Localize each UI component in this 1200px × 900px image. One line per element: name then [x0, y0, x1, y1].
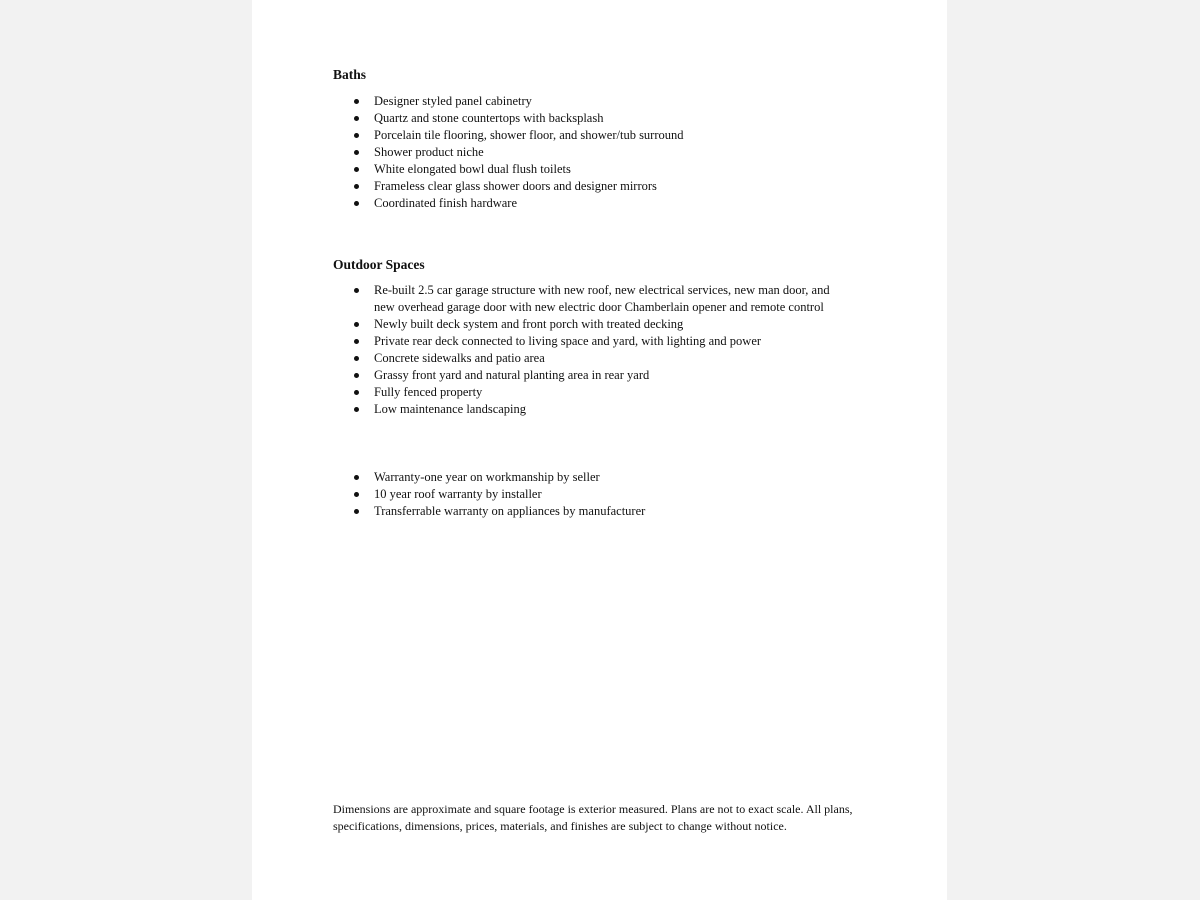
bullet-icon	[354, 407, 359, 412]
list-item: Quartz and stone countertops with backsplash	[333, 110, 853, 127]
list-item: Fully fenced property	[333, 384, 853, 401]
list-item: Newly built deck system and front porch with treated decking	[333, 316, 853, 333]
list-item: Coordinated finish hardware	[333, 195, 853, 212]
document-page	[252, 0, 947, 900]
bullet-icon	[354, 492, 359, 497]
list-item: Re-built 2.5 car garage structure with new roof, new electrical services, new man door, and new overhead garage door with new electric door Chamberlain opener and remote control	[333, 282, 853, 316]
bullet-icon	[354, 133, 359, 138]
list-item: White elongated bowl dual flush toilets	[333, 161, 853, 178]
warranty-list	[333, 469, 853, 520]
list-item: Concrete sidewalks and patio area	[333, 350, 853, 367]
list-item: Low maintenance landscaping	[333, 401, 853, 418]
bullet-icon	[354, 167, 359, 172]
bullet-icon	[354, 509, 359, 514]
bullet-icon	[354, 356, 359, 361]
bullet-icon	[354, 184, 359, 189]
disclaimer-text: Dimensions are approximate and square footage is exterior measured. Plans are not to exact scale. All plans, specifications, dimensions, prices, materials, and finishes are subject to change without notice.	[333, 802, 853, 833]
list-item: Frameless clear glass shower doors and designer mirrors	[333, 178, 853, 195]
list-item: Porcelain tile flooring, shower floor, and shower/tub surround	[333, 127, 853, 144]
list-item: Warranty-one year on workmanship by seller	[333, 469, 853, 486]
bullet-icon	[354, 390, 359, 395]
bullet-icon	[354, 373, 359, 378]
bullet-icon	[354, 150, 359, 155]
bullet-icon	[354, 339, 359, 344]
list-item: Grassy front yard and natural planting area in rear yard	[333, 367, 853, 384]
outdoor-list	[333, 282, 853, 418]
bullet-icon	[354, 99, 359, 104]
outdoor-spaces-heading: Outdoor Spaces	[333, 257, 425, 272]
list-item: Shower product niche	[333, 144, 853, 161]
list-item: Private rear deck connected to living space and yard, with lighting and power	[333, 333, 853, 350]
list-item: 10 year roof warranty by installer	[333, 486, 853, 503]
list-item: Transferrable warranty on appliances by manufacturer	[333, 503, 853, 520]
bullet-icon	[354, 322, 359, 327]
bullet-icon	[354, 201, 359, 206]
bullet-icon	[354, 475, 359, 480]
bullet-icon	[354, 116, 359, 121]
baths-heading: Baths	[333, 67, 367, 82]
bullet-icon	[354, 288, 359, 293]
list-item: Designer styled panel cabinetry	[333, 93, 853, 110]
baths-list	[333, 93, 853, 212]
